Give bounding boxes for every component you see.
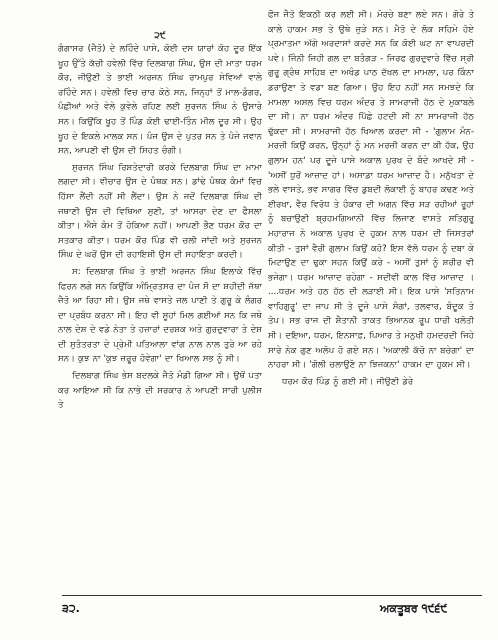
paragraph: ਸੁਰਜਨ ਸਿੰਘ ਰਿਸ਼ਤੇਦਾਰੀ ਕਰਕੇ ਦਿਲਬਾਗ ਸਿੰਘ ਦਾ ਮਾਮਾ ਲਗਦਾ ਸੀ। ਵੀਚਾਰ ਉਸ ਦੇ ਪੰਥਕ ਸਨ। ਡਾਂਢੇ ਪੰਥਕ ਕੰਮਾਂ ਵਿਚ ਹਿੱਸਾ ਲੈਂਦੀ ਨਹੀਂ ਸੀ ਲੈਂਦਾ। ਉਸ ਨੇ ਜਦੋਂ ਦਿਲਬਾਗ ਸਿੰਘ ਦੀ ਜਥਾਣੀ ਉਸ ਦੀ ਵਿਥਿਆ ਸੁਣੀ, ਤਾਂ ਆਸਰਾ ਦੇਣ ਦਾ ਫੈਸਲਾ ਕੀਤਾ। ਐਸੇ ਕੰਮ ਤੋਂ ਹੋਕਿਆ ਨਹੀਂ। ਆਪਣੀ ਭੈਣ ਧਰਮ ਕੌਰ ਦਾ ਸਤਕਾਰ ਕੀਤਾ। ਧਰਮ ਕੌਰ ਪਿੰਡ ਵੀ ਚਲੀ ਜਾਂਦੀ ਅਤੇ ਸੁਰਜਨ ਸਿੰਘ ਦੇ ਘਰੋਂ ਉਸ ਦੀ ਰਹਾਇਸ਼ੀ ਉਸ ਦੀ ਸਹਾਇਤਾ ਕਰਦੀ। [58,162,262,261]
right-column [268,8,474,590]
footer-page-number: ੩੨. [62,602,80,615]
paragraph: ਸ: ਦਿਲਬਾਗ ਸਿੰਘ ਤੇ ਭਾਈ ਅਰਜਨ ਸਿੰਘ ਇਲਾਕੇ ਵਿੱਚ ਫਿਰਨ ਲਗੇ ਸਨ ਕਿਉਂਕਿ ਅੰਮ੍ਰਿਤਸਰ ਦਾ ਪੰਜ ਸੌ ਦਾ ਸ਼ਹੀਦੀ ਜੱਥਾ ਜੈਤੋ ਆ ਰਿਹਾ ਸੀ। ਉਸ ਜਥੇ ਵਾਸਤੇ ਜਲ ਪਾਣੀ ਤੇ ਗੁਰੂ ਕੇ ਲੰਗਰ ਦਾ ਪ੍ਰਬੰਧ ਕਰਨਾ ਸੀ। ਇਹ ਵੀ ਸੂਹਾਂ ਮਿਲ ਗਈਆਂ ਸਨ ਕਿ ਜਥੇ ਨਾਲ ਦੇਸ਼ ਦੇ ਵਡੇ ਨੇਤਾ ਤੇ ਹਜ਼ਾਰਾਂ ਦਰਸ਼ਕ ਅਤੇ ਗੁਰਦੁਵਾਰਾ ਤੇ ਦੇਸ਼ ਦੀ ਸੁਤੰਤਰਤਾ ਦੇ ਪ੍ਰੇਮੀ ਪਤਿਆਲਾ ਵਾਂਗ ਨਾਲ ਨਾਲ ਤੁਰੇ ਆ ਰਹੇ ਸਨ। ਕੁਝ ਨਾ 'ਕੁਝ ਜ਼ਰੂਰ ਹੋਵੇਗਾ' ਦਾ ਖਿਆਲ ਸਭ ਨੂੰ ਸੀ। [58,266,262,365]
left-column [58,8,262,590]
paragraph: ਫੌਜ ਜੈਤੋ ਇਕਠੀ ਕਰ ਲਈ ਸੀ। ਮੋਰਚੇ ਬਣਾ ਲਏ ਸਨ। ਗੋਰੇ ਤੇ ਕਾਲੇ ਹਾਕਮ ਸਭ ਤੇ ਉਥੇ ਜੁੜੇ ਸਨ। ਮੈਤੋ ਦੇ ਲੋਕ ਸਹਿਮੇ ਹੋਏ ਪ੍ਰਮਾਤਮਾ ਅੱਗੇ ਅਰਦਾਸਾਂ ਕਰਦੇ ਸਨ ਕਿ ਕੋਈ ਘਟ ਨਾ ਵਾਪਰਦੀ ਪਵੇ। ਜਿੰਨੀ ਜਿਹੀ ਗਲ ਦਾ ਬਤੰਗੜ - ਜਿਰਫ ਗੁਰਦੁਵਾਰੇ ਵਿੱਚ ਸ੍ਰੀ ਗੁਰੂ ਗ੍ਰੰਥ ਸਾਹਿਬ ਦਾ ਅਖੰਡ ਪਾਠ ਦੱਖਲ ਦਾ ਮਾਮਲਾ, ਪਰ ਕਿੰਨਾ ਡਰਾਉਣਾ ਤੇ ਵਡਾ ਬਣ ਗਿਆ। ਉਹ ਇਹ ਨਹੀਂ ਸਨ ਸਮਝਦੇ ਕਿ ਮਾਮਲਾ ਅਸਲ ਵਿਚ ਧਰਮ ਅੰਦਰ ਤੇ ਸਾਮਰਾਜੀ ਹੱਠ ਦੇ ਮੁਕਾਬਲੇ ਦਾ ਸੀ। ਨਾ ਧਰਮ ਅੰਦਰ ਪਿੱਛੇ ਹਟਦੀ ਸੀ ਨਾ ਸਾਮਰਾਜੀ ਹੱਠ ਢੁੱਕਦਾ ਸੀ। ਸਾਮਰਾਜੀ ਹੱਠ ਖਿਆਲ ਕਰਦਾ ਸੀ - 'ਗੁਲਾਮ ਮੰਨ-ਮਰਜ਼ੀ ਕਿਉਂ ਕਰਨ, ਉਨ੍ਹਾਂ ਨੂੰ ਮਨ ਮਰਜ਼ੀ ਕਰਨ ਦਾ ਕੀ ਹੱਕ, ਉਹ ਗੁਲਾਮ ਹਨ' ਪਰ ਦੂਜੇ ਪਾਸੇ ਅਕਾਲ ਪੁਰਖ ਦੇ ਬੰਦੇ ਆਖਦੇ ਸੀ - 'ਅਸੀਂ ਧੁਰੋਂ ਆਜ਼ਾਦ ਹਾਂ। ਅਸਾਡਾ ਧਰਮ ਆਜ਼ਾਦ ਹੈ। ਮਨੁੱਖਤਾ ਦੇ ਭਲੇ ਵਾਸਤੇ, ਭਵ ਸਾਗਰ ਵਿੱਚ ਡੁਬਦੀ ਲੋਕਾਈ ਨੂੰ ਬਾਹਰ ਕਢਣ ਅਤੇ ਈਰਖਾ, ਵੈਰ ਵਿਰੋਧ ਤੇ ਹੰਕਾਰ ਦੀ ਅਗਨ ਵਿੱਚ ਸੜ ਰਹੀਆਂ ਰੂਹਾਂ ਨੂੰ ਬਚਾਉਣੀ ਬ੍ਰਹਮਗਿਆਨੀ ਵਿੱਚ ਲਿਜਾਣ ਵਾਸਤੇ ਸਤਿਗੁਰੂ ਮਹਾਰਾਜ ਨੇ ਅਕਾਲ ਪੁਰਖ ਦੇ ਹੁਕਮ ਨਾਲ ਧਰਮ ਦੀ ਜਿਸਤਰਾਂ ਕੀਤੀ - ਤੁਸਾਂ ਵੈਰੀ ਗੁਲਾਮ ਕਿਉਂ ਕਹੋ? ਇਸ ਵੱਲੋ ਧਰਮ ਨੂੰ ਦਬਾ ਕੇ ਮਿਟਾਉਣ ਦਾ ਢੁਕਾ ਸਹਨ ਕਿਉਂ ਕਰੇ - ਅਸੀਂ ਤੁਸਾਂ ਨੂੰ ਸ਼ਰੀਰ ਵੀ ਭਜੇਗਾ। ਧਰਮ ਆਜ਼ਾਦ ਰਹੇਗਾ - ਸਦੀਵੀ ਕਾਲ ਵਿੱਚ ਆਜ਼ਾਦ । ....ਧਰਮ ਅਤੇ ਹਠ ਹੱਠ ਦੀ ਲੜਾਈ ਸੀ। ਇਕ ਪਾਸੇ 'ਸਤਿਨਾਮ ਵਾਹਿਗੁਰੂ' ਦਾ ਜਾਪ ਸੀ ਤੇ ਦੂਜੇ ਪਾਸੇ ਸੰਗਾਂ, ਤਲਵਾਰ, ਬੰਦੂਕ ਤੇ ਤੋਪ। ਸਭ ਰਾਜ ਦੀ ਸ਼ੈਤਾਨੀ ਤਾਕਤ ਭਿਆਨਕ ਰੂਪ ਧਾਰੀ ਖਲੋਤੀ ਸੀ। ਦਇਆ, ਧਰਮ, ਇਨਸਾਫ਼, ਪਿਆਰ ਤੇ ਮਨੁਖੀ ਹਮਦਰਦੀ ਜਿਹੇ ਸਾਰੇ ਨੇਕ ਗੁਣ ਅਲੋਪ ਹੋ ਗਏ ਸਨ। 'ਅਕਾਲੀ ਕੱਚੋ ਨਾ ਬਚੇਗਾ' ਦਾ ਨਾਹਰਾ ਸੀ। 'ਗੋਲੀ ਚਲਾਉਣੋ ਨਾ ਝਿਜਕਨਾ' ਹਾਕਮ ਦਾ ਹੁਕਮ ਸੀ। [268,10,474,371]
section-number: ੨੯ [154,31,166,41]
paragraph: ਦਿਲਬਾਗ ਸਿੰਘ ਭੇਸ ਬਦਲਕੇ ਜੈਤੋ ਮੰਡੀ ਗਿਆ ਸੀ। ਉਥੋਂ ਪਤਾ ਕਰ ਆਇਆ ਸੀ ਕਿ ਨਾਭੇ ਦੀ ਸਰਕਾਰ ਨੇ ਆਪਣੀ ਸਾਰੀ ਪੁਲੀਸ ਤੇ [58,371,262,411]
footer-divider [62,595,482,596]
paragraph: ਗੰਗਾਸਰ (ਜੈਤੋ) ਦੇ ਲਹਿੰਦੇ ਪਾਸੇ, ਕੋਈ ਦਸ ਯਾਰਾਂ ਕੋਹ ਦੂਰ ਇੱਕ ਖੂਹ ਉੱਤੇ ਕੱਚੀ ਹਵੇਲੀ ਵਿੱਚ ਦਿਲਬਾਗ ਸਿੰਘ, ਉਸ ਦੀ ਮਾਤਾ ਧਰਮ ਕੌਰ, ਜੀਉਣੀ ਤੇ ਭਾਈ ਅਰਜਨ ਸਿੰਘ ਰਾਮਪੁਰ ਸੇਵਿਆਂ ਵਾਲੇ ਰਹਿੰਦੇ ਸਨ। ਹਵੇਲੀ ਵਿਚ ਚਾਰ ਕੋਠੇ ਸਨ, ਜਿਨ੍ਹਾਂ ਤੋਂ ਮਾਲ-ਡੰਗਰ, ਪੰਛੀਆਂ ਅਤੇ ਵੇਲੇ ਕੁਵੇਲੇ ਰਹਿਣ ਲਈ ਸੁਰਜਨ ਸਿੰਘ ਨੇ ਉਸਾਰੇ ਸਨ। ਕਿਉਂਕਿ ਖੂਹ ਤੋਂ ਪਿੰਡ ਕੋਈ ਢਾਈ-ਤਿੰਨ ਮੀਲ ਦੂਰ ਸੀ। ਉਹ ਖੂਹ ਦੇ ਇਕਲੇ ਮਾਲਕ ਸਨ। ਪੰਜ ਉਸ ਦੇ ਪੁਤਰ ਸਨ ਤੇ ਪੰਜੇ ਜਵਾਨ ਸਨ, ਆਪਣੀ ਵੀ ਉਸ ਦੀ ਸਿਹਤ ਚੰਗੀ। [58,44,262,157]
footer-date: ਅਕਤੂਬਰ ੧੯੬੯ [380,602,448,615]
paragraph: ਧਰਮ ਕੌਰ ਪਿੰਡ ਨੂੰ ਗਈ ਸੀ। ਜੀਉਣੀ ਡੇਰੇ [282,376,414,387]
